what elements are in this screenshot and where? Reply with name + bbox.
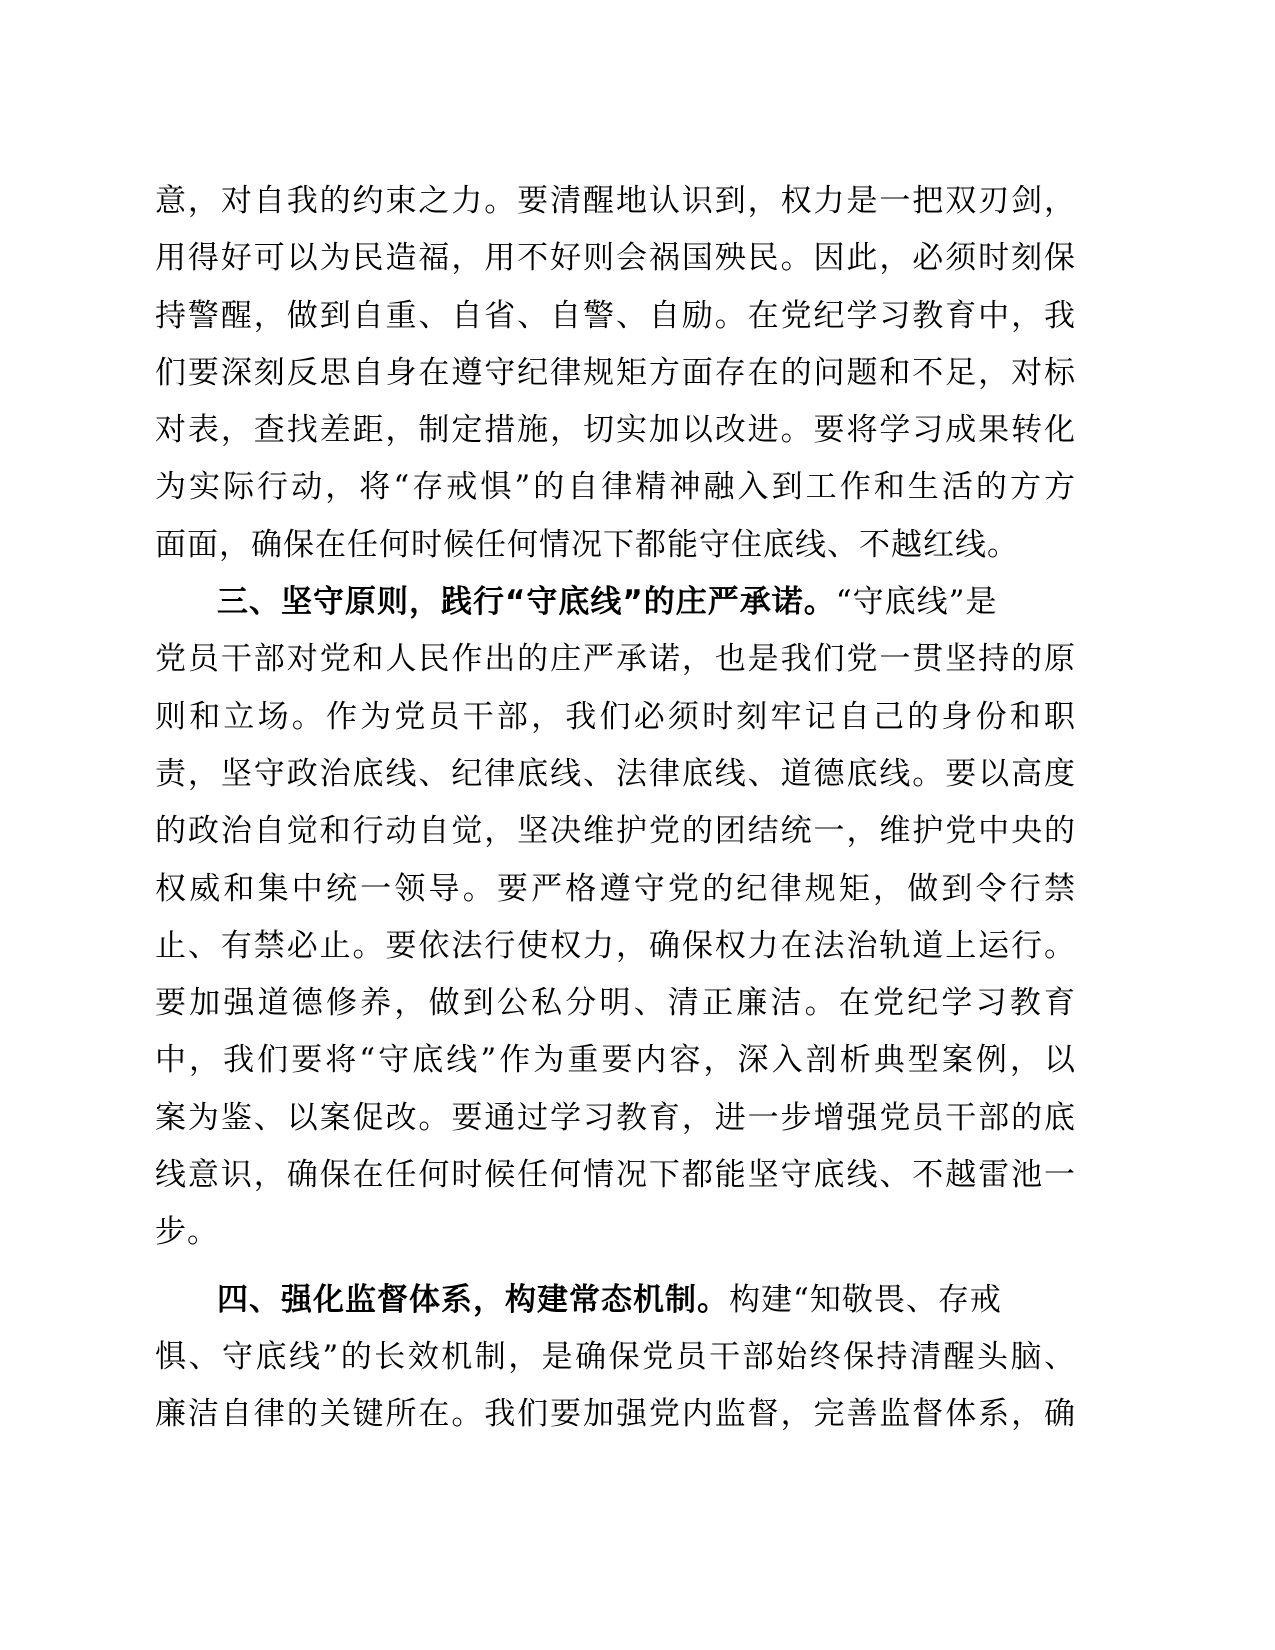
- text-line: 线意识，确保在任何时候任何情况下都能坚守底线、不越雷池一: [155, 1157, 1075, 1194]
- text-line: 步。: [155, 1214, 219, 1251]
- text-line: 则和立场。作为党员干部，我们必须时刻牢记自己的身份和职: [155, 698, 1075, 735]
- text-line: 持警醒，做到自重、自省、自警、自励。在党纪学习教育中，我: [155, 297, 1075, 334]
- text-line: 们要深刻反思自身在遵守纪律规矩方面存在的问题和不足，对标: [155, 354, 1075, 391]
- text-line: 对表，查找差距，制定措施，切实加以改进。要将学习成果转化: [155, 412, 1075, 449]
- text-line: 权威和集中统一领导。要严格遵守党的纪律规矩，做到令行禁: [155, 870, 1075, 907]
- text-line: 的政治自觉和行动自觉，坚决维护党的团结统一，维护党中央的: [155, 813, 1075, 850]
- text-line: 要加强道德修养，做到公私分明、清正廉洁。在党纪学习教育: [155, 985, 1075, 1022]
- text-line: 廉洁自律的关键所在。我们要加强党内监督，完善监督体系，确: [155, 1396, 1075, 1433]
- text-line: 责，坚守政治底线、纪律底线、法律底线、道德底线。要以高度: [155, 755, 1075, 792]
- text-line: 党员干部对党和人民作出的庄严承诺，也是我们党一贯坚持的原: [155, 641, 1075, 678]
- text-line: 中，我们要将“守底线”作为重要内容，深入剖析典型案例，以: [155, 1042, 1075, 1079]
- text-line: 意，对自我的约束之力。要清醒地认识到，权力是一把双刃剑，: [155, 183, 1075, 219]
- section-3-first-line-text: “守底线”是: [835, 584, 998, 621]
- text-line: 止、有禁必止。要依法行使权力，确保权力在法治轨道上运行。: [155, 927, 1075, 964]
- section-4-heading: 四、强化监督体系，构建常态机制。: [217, 1281, 729, 1318]
- section-4-first-line-text: 构建“知敬畏、存戒: [729, 1281, 1002, 1318]
- document-body: [155, 178, 1075, 1449]
- section-3-heading: 三、坚守原则，践行“守底线”的庄严承诺。: [217, 584, 836, 621]
- paragraph-section-3: [155, 579, 1075, 1267]
- section-3-first-line: [155, 579, 1075, 636]
- text-line: 惧、守底线”的长效机制，是确保党员干部始终保持清醒头脑、: [155, 1338, 1075, 1375]
- section-4-first-line: [155, 1277, 1075, 1334]
- paragraph-gap: [155, 1267, 1075, 1277]
- text-line: 案为鉴、以案促改。要通过学习教育，进一步增强党员干部的底: [155, 1099, 1075, 1136]
- paragraph-section-2-tail: [155, 178, 1075, 579]
- paragraph-section-4: [155, 1277, 1075, 1449]
- text-line: 为实际行动，将“存戒惧”的自律精神融入到工作和生活的方方: [155, 469, 1075, 506]
- text-line: 用得好可以为民造福，用不好则会祸国殃民。因此，必须时刻保: [155, 240, 1075, 277]
- text-line: 面面，确保在任何时候任何情况下都能守住底线、不越红线。: [155, 526, 1019, 563]
